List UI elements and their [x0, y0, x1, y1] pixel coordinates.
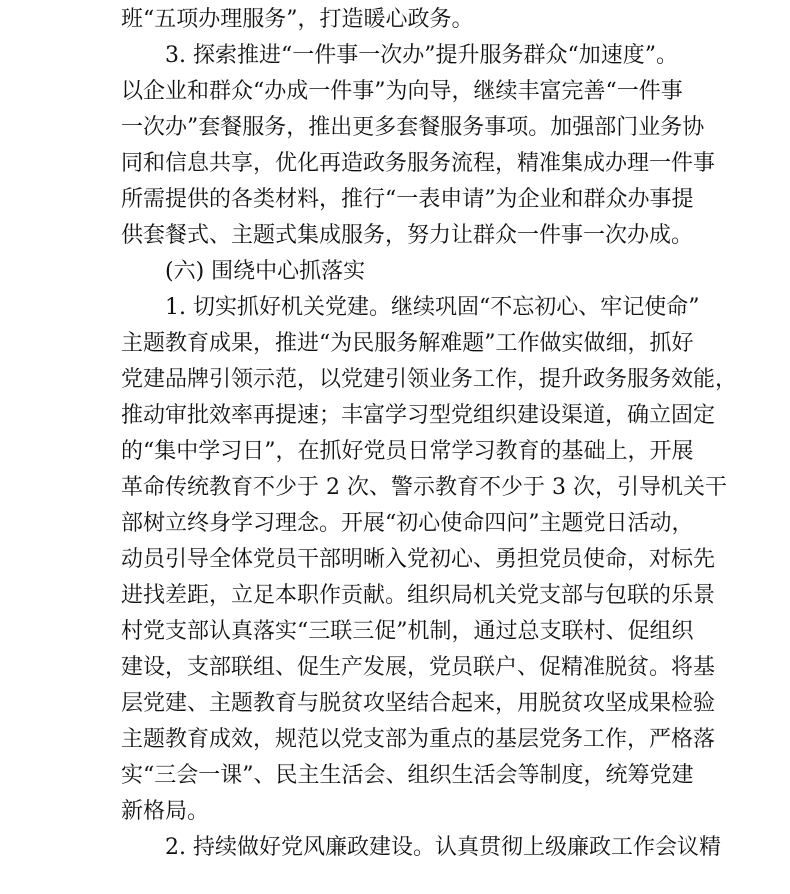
text-line-24: 2. 持续做好党风廉政建设。认真贯彻上级廉政工作会议精	[165, 835, 721, 860]
text-line-11: 党建品牌引领示范，以党建引领业务工作，提升政务服务效能，	[121, 367, 738, 392]
text-line-23: 新格局。	[121, 799, 210, 824]
text-line-3: 以企业和群众“办成一件事”为向导，继续丰富完善“一件事	[121, 79, 683, 104]
text-line-9: 1. 切实抓好机关党建。继续巩固“不忘初心、牢记使命”	[165, 295, 700, 320]
text-line-14: 革命传统教育不少于 2 次、警示教育不少于 3 次，引导机关干	[121, 475, 727, 500]
text-line-1: 班“五项办理服务”，打造暖心政务。	[121, 7, 474, 32]
text-line-10: 主题教育成果，推进“为民服务解难题”工作做实做细，抓好	[121, 331, 694, 356]
text-line-16: 动员引导全体党员干部明晰入党初心、勇担党员使命，对标先	[121, 547, 716, 572]
text-line-13: 的“集中学习日”，在抓好党员日常学习教育的基础上，开展	[121, 439, 694, 464]
text-line-18: 村党支部认真落实“三联三促”机制，通过总支联村、促组织	[121, 619, 694, 644]
text-line-12: 推动审批效率再提速；丰富学习型党组织建设渠道，确立固定	[121, 403, 716, 428]
text-line-19: 建设，支部联组、促生产发展，党员联户、促精准脱贫。将基	[121, 655, 716, 680]
text-line-2: 3. 探索推进“一件事一次办”提升服务群众“加速度”。	[165, 43, 678, 68]
text-line-21: 主题教育成效，规范以党支部为重点的基层党务工作，严格落	[121, 727, 716, 752]
text-line-7: 供套餐式、主题式集成服务，努力让群众一件事一次办成。	[121, 223, 694, 248]
text-line-4: 一次办”套餐服务，推出更多套餐服务事项。加强部门业务协	[121, 115, 705, 140]
text-line-22: 实“三会一课”、民主生活会、组织生活会等制度，统筹党建	[121, 763, 694, 788]
text-line-17: 进找差距，立足本职作贡献。组织局机关党支部与包联的乐景	[121, 583, 716, 608]
section-heading: (六) 围绕中心抓落实	[165, 259, 366, 284]
text-line-15: 部树立终身学习理念。开展“初心使命四问”主题党日活动，	[121, 511, 694, 536]
text-line-20: 层党建、主题教育与脱贫攻坚结合起来，用脱贫攻坚成果检验	[121, 691, 716, 716]
text-line-6: 所需提供的各类材料，推行“一表申请”为企业和群众办事提	[121, 187, 694, 212]
text-line-5: 同和信息共享，优化再造政务服务流程，精准集成办理一件事	[121, 151, 716, 176]
